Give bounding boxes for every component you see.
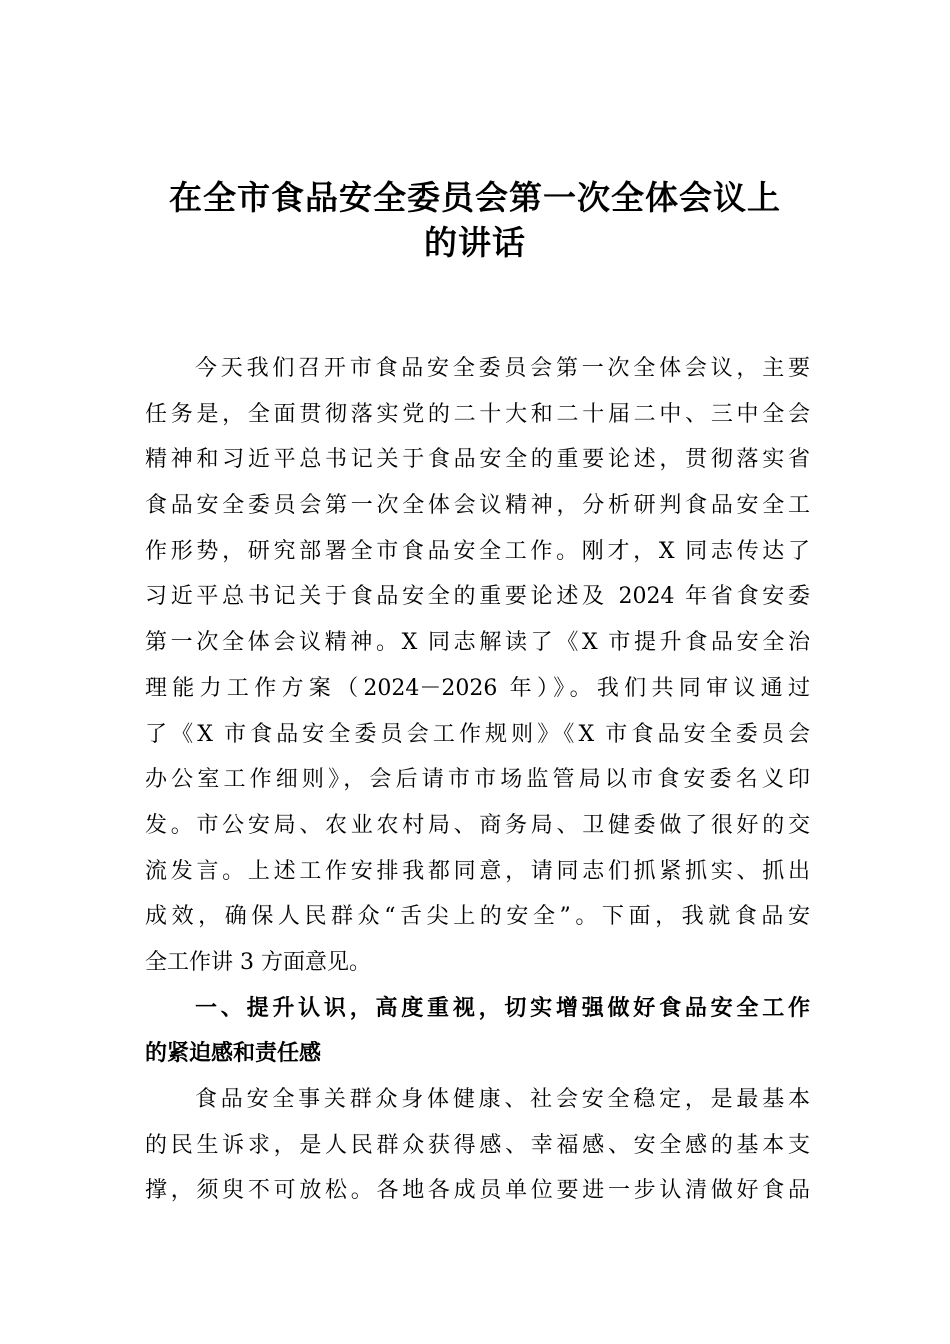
text-line: 了《X 市食品安全委员会工作规则》《X 市食品安全委员会 bbox=[145, 721, 810, 747]
document-title-line-1: 在全市食品安全委员会第一次全体会议上 bbox=[169, 178, 781, 217]
text-line: 食品安全委员会第一次全体会议精神，分析研判食品安全工 bbox=[145, 493, 810, 519]
text-line: 的民生诉求，是人民群众获得感、幸福感、安全感的基本支 bbox=[145, 1132, 810, 1158]
text-line: 今天我们召开市食品安全委员会第一次全体会议，主要 bbox=[195, 356, 810, 381]
text-line: 作形势，研究部署全市食品安全工作。刚才，X 同志传达了 bbox=[145, 538, 810, 564]
paragraph-intro bbox=[145, 346, 810, 986]
paragraph-section-1 bbox=[145, 1077, 810, 1214]
heading-line: 的紧迫感和责任感 bbox=[145, 1041, 322, 1067]
text-line: 习近平总书记关于食品安全的重要论述及 2024 年省食安委 bbox=[145, 584, 810, 610]
text-line: 办公室工作细则》，会后请市市场监管局以市食安委名义印 bbox=[145, 767, 810, 793]
text-line: 精神和习近平总书记关于食品安全的重要论述，贯彻落实省 bbox=[145, 447, 810, 473]
text-line: 发。市公安局、农业农村局、商务局、卫健委做了很好的交 bbox=[145, 812, 810, 838]
text-line: 第一次全体会议精神。X 同志解读了《X 市提升食品安全治 bbox=[145, 630, 810, 656]
text-line: 撑，须臾不可放松。各地各成员单位要进一步认清做好食品 bbox=[145, 1178, 810, 1204]
document-body bbox=[145, 346, 810, 1214]
section-heading-1 bbox=[145, 986, 810, 1077]
text-line: 流发言。上述工作安排我都同意，请同志们抓紧抓实、抓出 bbox=[145, 858, 810, 884]
text-line: 全工作讲 3 方面意见。 bbox=[145, 949, 371, 975]
heading-line: 一、提升认识，高度重视，切实增强做好食品安全工作 bbox=[195, 995, 810, 1021]
text-line: 成效，确保人民群众“舌尖上的安全”。下面，我就食品安 bbox=[145, 904, 810, 930]
text-line: 食品安全事关群众身体健康、社会安全稳定，是最基本 bbox=[195, 1087, 810, 1112]
document-title-line-2: 的讲话 bbox=[424, 223, 526, 262]
text-line: 任务是，全面贯彻落实党的二十大和二十届二中、三中全会 bbox=[145, 401, 810, 427]
text-line: 理能力工作方案（2024－2026 年）》。我们共同审议通过 bbox=[145, 675, 810, 701]
